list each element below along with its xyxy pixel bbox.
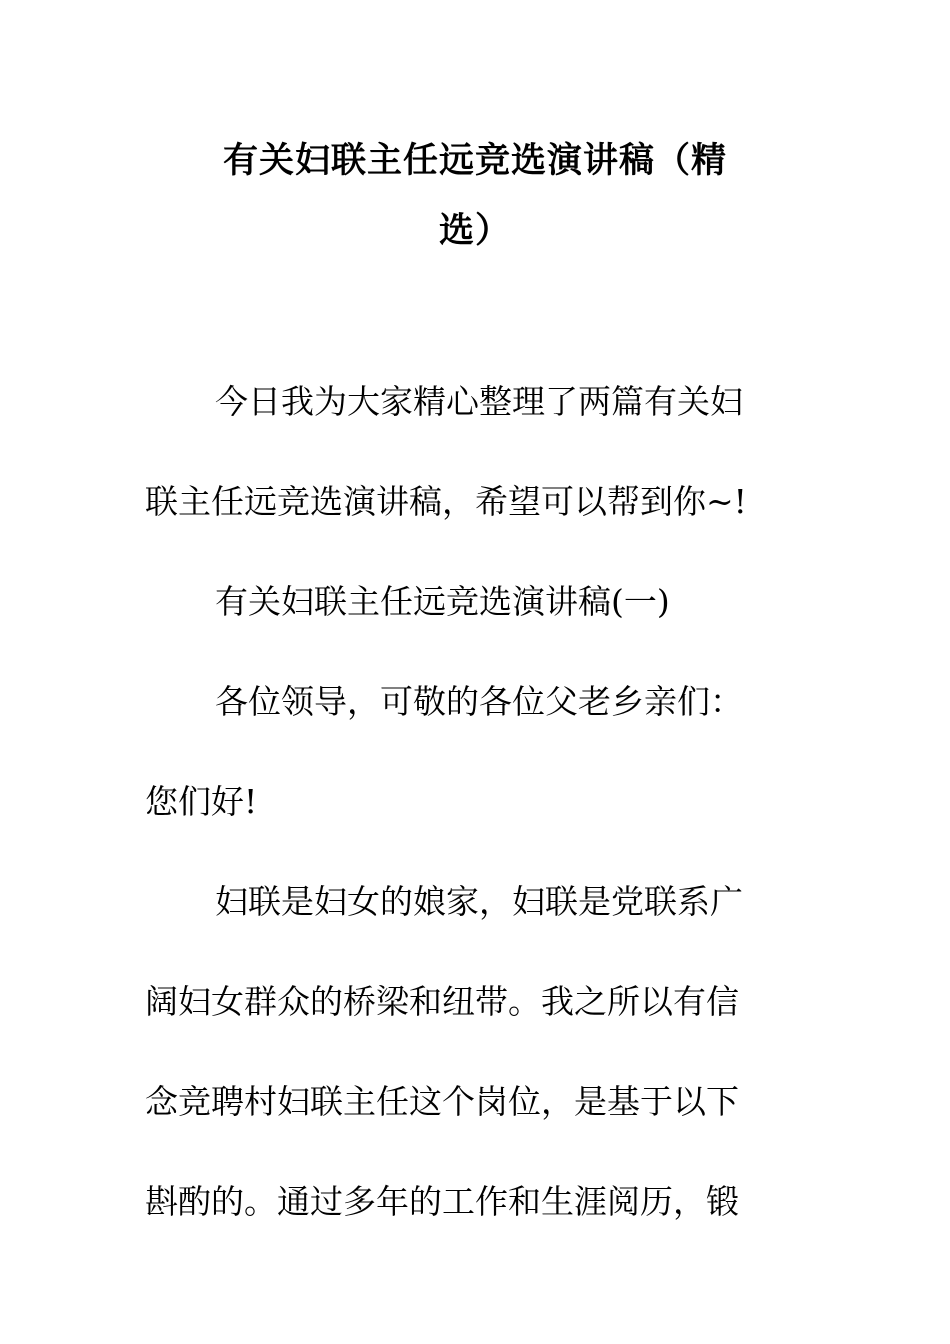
paragraph-line: 今日我为大家精心整理了两篇有关妇 — [215, 382, 743, 421]
paragraph-line: 您们好! — [145, 782, 258, 821]
paragraph-line: 妇联是妇女的娘家，妇联是党联系广 — [215, 882, 743, 921]
paragraph-line: 阔妇女群众的桥梁和纽带。我之所以有信 — [145, 982, 739, 1021]
document-title-line-2: 选） — [438, 210, 511, 251]
paragraph-line: 念竞聘村妇联主任这个岗位，是基于以下 — [145, 1082, 739, 1121]
paragraph-line: 有关妇联主任远竞选演讲稿(一) — [215, 582, 670, 621]
paragraph-line: 斟酌的。通过多年的工作和生涯阅历，锻 — [145, 1182, 739, 1221]
paragraph-line: 联主任远竞选演讲稿，希望可以帮到你~! — [145, 482, 747, 521]
document-title-line-1: 有关妇联主任远竞选演讲稿（精 — [222, 140, 727, 181]
paragraph-line: 各位领导，可敬的各位父老乡亲们： — [215, 682, 743, 721]
